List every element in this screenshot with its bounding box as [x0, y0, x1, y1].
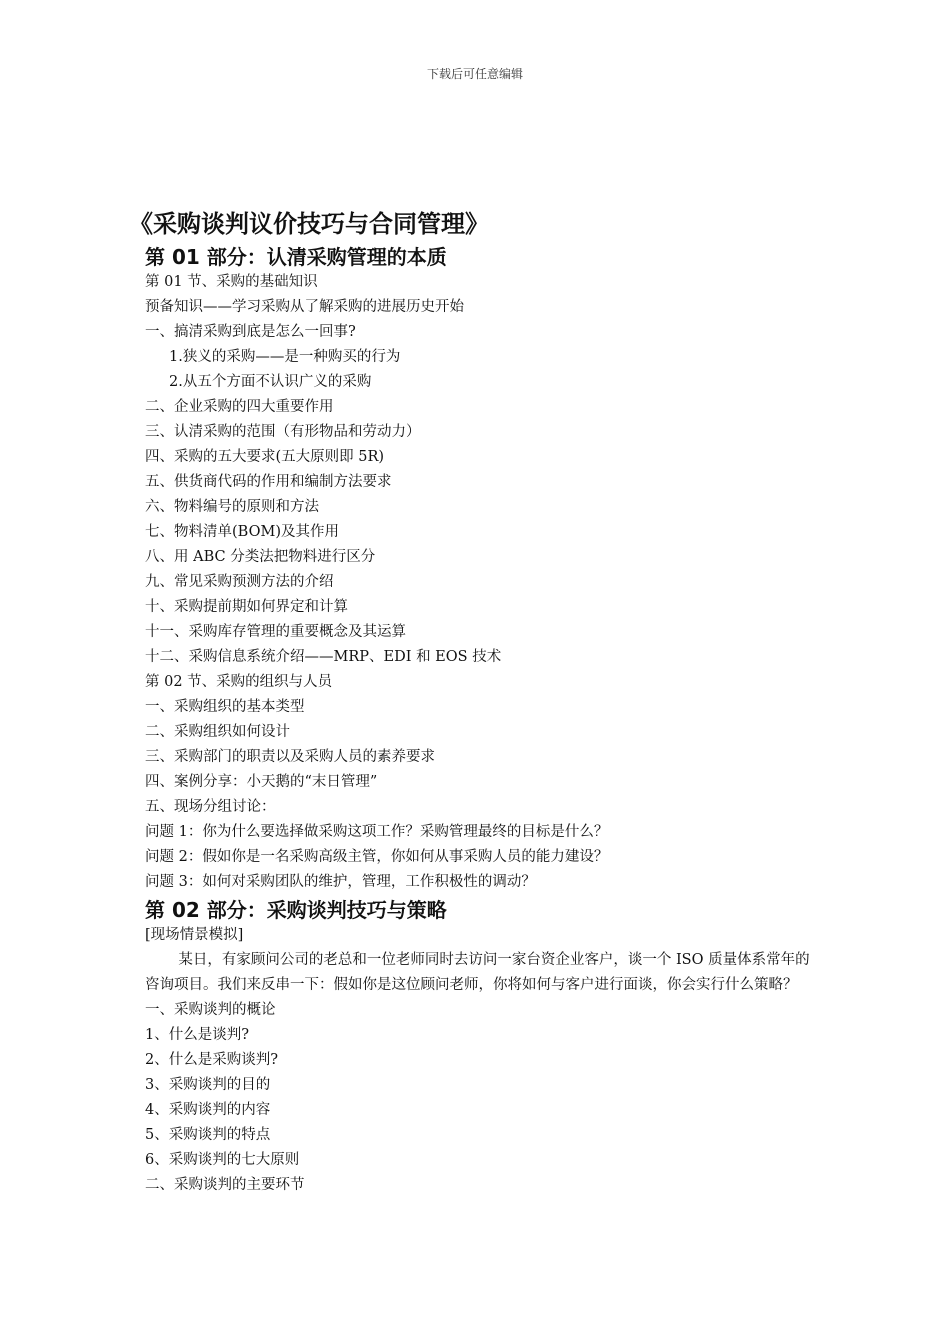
- list-item: 二、采购谈判的主要环节: [145, 1177, 305, 1193]
- scenario-paragraph: 某日，有家顾问公司的老总和一位老师同时去访问一家台资企业客户，谈一个 ISO 质量体系常年的咨询项目。我们来反串一下：假如你是这位顾问老师，你将如何与客户进行面谈，你会实行什么策略？: [145, 952, 810, 993]
- discussion-question: 问题 1：你为什么要选择做采购这项工作？采购管理最终的目标是什么？: [145, 824, 609, 840]
- document-title: 《采购谈判议价技巧与合同管理》: [129, 210, 489, 238]
- list-item: 九、常见采购预测方法的介绍: [145, 574, 334, 590]
- discussion-question: 问题 2：假如你是一名采购高级主管，你如何从事采购人员的能力建设？: [145, 849, 609, 865]
- list-item: 5、采购谈判的特点: [145, 1127, 271, 1143]
- list-item: 五、现场分组讨论：: [145, 799, 276, 815]
- list-item: 三、认清采购的范围（有形物品和劳动力）: [145, 424, 421, 440]
- list-item: 七、物料清单(BOM)及其作用: [145, 524, 339, 540]
- page-header: 下载后可任意编辑: [426, 67, 523, 81]
- list-item: 八、用 ABC 分类法把物料进行区分: [145, 549, 376, 565]
- list-item: 二、企业采购的四大重要作用: [145, 399, 334, 415]
- list-item: 一、搞清采购到底是怎么一回事?: [145, 324, 356, 340]
- list-subitem: 2.从五个方面不认识广义的采购: [169, 374, 372, 390]
- part-2-section: [145, 923, 810, 1198]
- list-item: 1、什么是谈判?: [145, 1027, 249, 1043]
- list-item: 十一、采购库存管理的重要概念及其运算: [145, 624, 406, 640]
- list-item: 六、物料编号的原则和方法: [145, 499, 319, 515]
- list-item: 4、采购谈判的内容: [145, 1102, 271, 1118]
- part-2-heading: 第 02 部分：采购谈判技巧与策略: [145, 898, 447, 922]
- list-item: 3、采购谈判的目的: [145, 1077, 271, 1093]
- list-item: 2、什么是采购谈判?: [145, 1052, 278, 1068]
- list-item: 五、供货商代码的作用和编制方法要求: [145, 474, 392, 490]
- list-item: 6、采购谈判的七大原则: [145, 1152, 300, 1168]
- text-line: 预备知识——学习采购从了解采购的进展历史开始: [145, 299, 464, 315]
- list-item: 一、采购谈判的概论: [145, 1002, 276, 1018]
- list-item: 十、采购提前期如何界定和计算: [145, 599, 348, 615]
- document-body: [129, 206, 810, 1198]
- part-1-section: [145, 270, 810, 895]
- list-subitem: 1.狭义的采购——是一种购买的行为: [169, 349, 401, 365]
- part-1-heading: 第 01 部分：认清采购管理的本质: [145, 245, 447, 269]
- discussion-question: 问题 3：如何对采购团队的维护，管理，工作积极性的调动？: [145, 874, 536, 890]
- section-heading: 第 01 节、采购的基础知识: [145, 274, 318, 290]
- list-item: 四、采购的五大要求(五大原则即 5R): [145, 449, 385, 465]
- scenario-label: [现场情景模拟]: [145, 927, 244, 943]
- list-item: 四、案例分享：小天鹅的“末日管理”: [145, 774, 378, 790]
- list-item: 十二、采购信息系统介绍——MRP、EDI 和 EOS 技术: [145, 649, 502, 665]
- list-item: 三、采购部门的职责以及采购人员的素养要求: [145, 749, 435, 765]
- section-heading: 第 02 节、采购的组织与人员: [145, 674, 333, 690]
- list-item: 二、采购组织如何设计: [145, 724, 290, 740]
- list-item: 一、采购组织的基本类型: [145, 699, 305, 715]
